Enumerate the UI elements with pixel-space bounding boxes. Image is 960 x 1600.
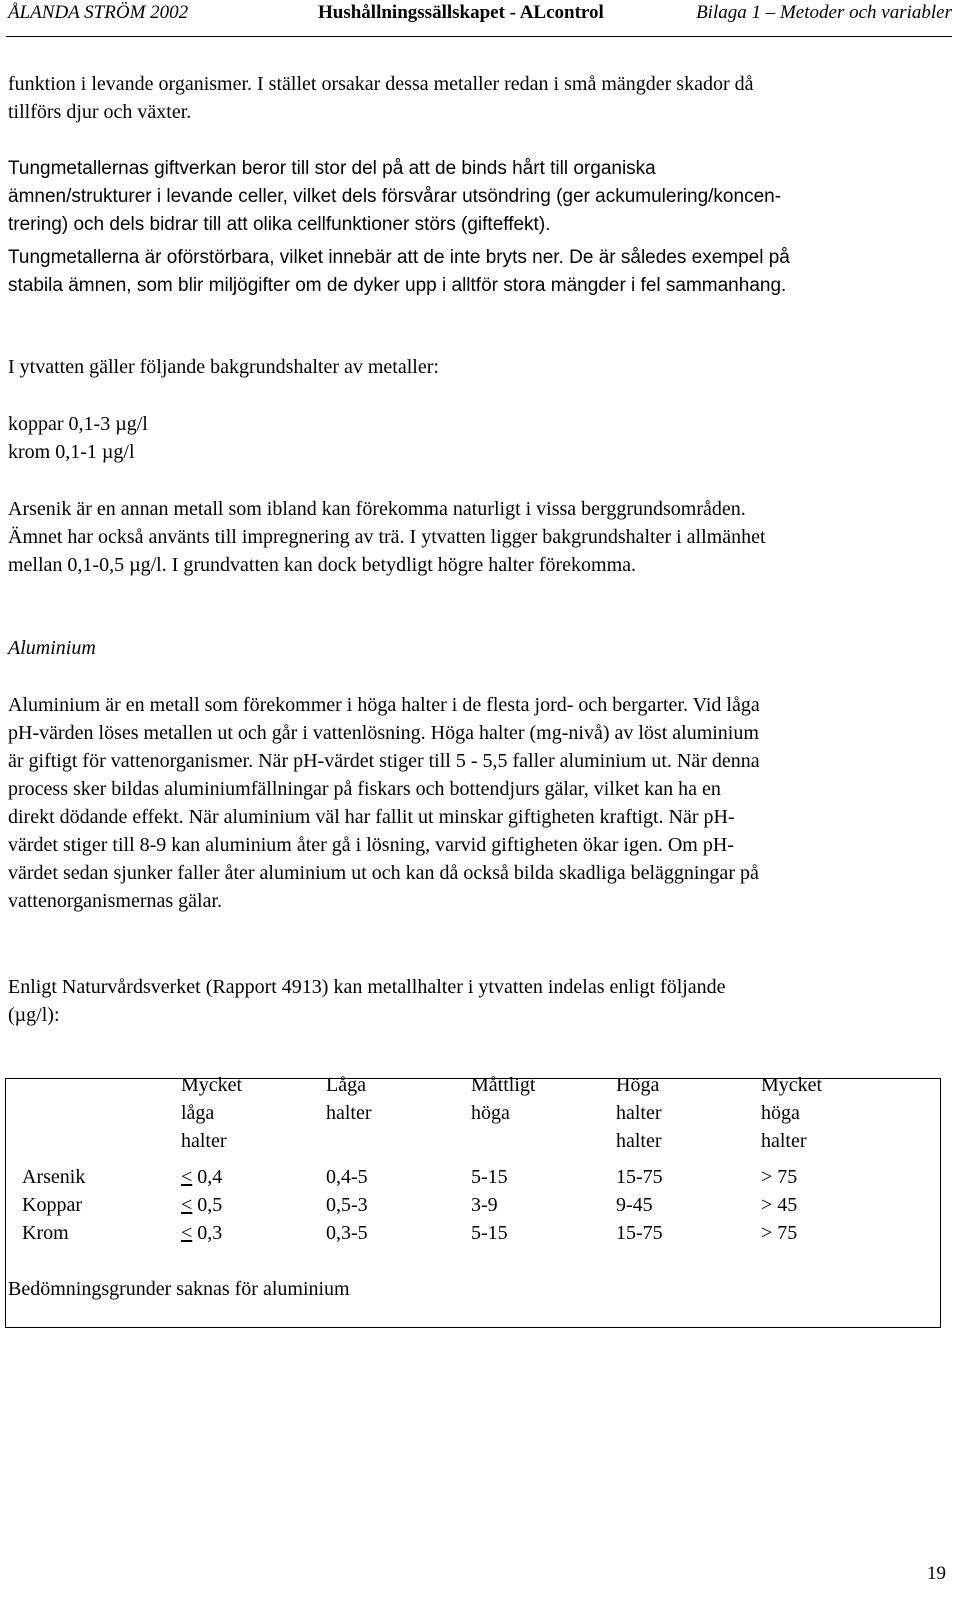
text-line: stabila ämnen, som blir miljögifter om de dyker upp i alltför stora mängder i fel sammanhang. [8, 275, 787, 296]
table-cell: > 45 [761, 1194, 798, 1216]
paragraph-7 [8, 973, 948, 1029]
header-left: ÅLANDA STRÖM 2002 [8, 2, 189, 23]
text-line: funktion i levande organismer. I stället orsakar dessa metaller redan i små mängder skador då [8, 73, 754, 95]
table-cell: < 0,4 [181, 1166, 223, 1188]
text-line: Arsenik är en annan metall som ibland kan förekomma naturligt i vissa berggrundsområden. [8, 498, 746, 520]
header-right: Bilaga 1 – Metoder och variabler [696, 2, 952, 23]
header-divider [6, 36, 952, 37]
text-line: pH-värden löses metallen ut och går i vattenlösning. Höga halter (mg-nivå) av löst aluminium [8, 722, 759, 744]
row-label-koppar: Koppar [22, 1194, 82, 1216]
background-levels-list [8, 410, 948, 466]
list-item: krom 0,1-1 µg/l [8, 441, 135, 463]
table-cell: 5-15 [471, 1222, 508, 1244]
col-header-moderate: Måttligt höga [471, 1074, 536, 1124]
table-cell: < 0,3 [181, 1222, 223, 1244]
text-line: process sker bildas aluminiumfällningar på fiskars och bottendjurs gälar, vilket kan ha en [8, 778, 721, 800]
section-title: Aluminium [8, 637, 96, 659]
row-label-arsenik: Arsenik [22, 1166, 86, 1188]
text-line: I ytvatten gäller följande bakgrundshalter av metaller: [8, 356, 439, 378]
text-line: Aluminium är en metall som förekommer i höga halter i de flesta jord- och bergarter. Vid låga [8, 694, 760, 716]
table-cell: 5-15 [471, 1166, 508, 1188]
col-header-very-high: Mycket höga halter [761, 1074, 823, 1152]
text-line: är giftigt för vattenorganismer. När pH-värdet stiger till 5 - 5,5 faller aluminium ut. När denna [8, 750, 760, 772]
list-item: koppar 0,1-3 µg/l [8, 413, 148, 435]
paragraph-4 [8, 353, 948, 381]
table-cell: 3-9 [471, 1194, 498, 1216]
table-cell: 0,4-5 [326, 1166, 368, 1188]
table-cell: 0,5-3 [326, 1194, 368, 1216]
table-cell: 9-45 [616, 1194, 653, 1216]
table-footnote: Bedömningsgrunder saknas för aluminium [8, 1278, 350, 1300]
page-header [8, 0, 952, 40]
paragraph-5 [8, 495, 948, 579]
table-cell: 15-75 [616, 1222, 663, 1244]
text-line: vattenorganismernas gälar. [8, 890, 223, 912]
paragraph-2 [8, 155, 948, 239]
table-cell: > 75 [761, 1166, 798, 1188]
text-line: Enligt Naturvårdsverket (Rapport 4913) kan metallhalter i ytvatten indelas enligt följande [8, 976, 726, 998]
text-line: tillförs djur och växter. [8, 101, 192, 123]
row-label-krom: Krom [22, 1222, 69, 1244]
col-header-low: Låga halter [326, 1074, 372, 1124]
text-line: Tungmetallerna är oförstörbara, vilket innebär att de inte bryts ner. De är således exempel på [8, 247, 790, 268]
text-line: värdet stiger till 8-9 kan aluminium åter gå i lösning, varvid giftigheten ökar igen. Om pH- [8, 834, 734, 856]
table-cell: > 75 [761, 1222, 798, 1244]
table-cell: < 0,5 [181, 1194, 223, 1216]
text-line: direkt dödande effekt. När aluminium väl har fallit ut minskar giftigheten kraftigt. När pH- [8, 806, 735, 828]
text-line: trering) och dels bidrar till att olika cellfunktioner störs (gifteffekt). [8, 214, 551, 235]
table-cell: 0,3-5 [326, 1222, 368, 1244]
metal-levels-table [5, 1074, 941, 1328]
table-cell: 15-75 [616, 1166, 663, 1188]
text-line: Tungmetallernas giftverkan beror till stor del på att de binds hårt till organiska [8, 158, 656, 179]
header-center: Hushållningssällskapet - ALcontrol [318, 2, 604, 23]
col-header-very-low: Mycket låga halter [181, 1074, 243, 1152]
page-number: 19 [927, 1563, 946, 1584]
paragraph-3 [8, 244, 948, 300]
text-line: värdet sedan sjunker faller åter aluminium ut och kan då också bilda skadliga beläggningar på [8, 862, 759, 884]
col-header-high: Höga halter halter [616, 1074, 662, 1152]
paragraph-6 [8, 691, 948, 915]
text-line: mellan 0,1-0,5 µg/l. I grundvatten kan dock betydligt högre halter förekomma. [8, 554, 637, 576]
text-line: Ämnet har också använts till impregnering av trä. I ytvatten ligger bakgrundshalter i allmänhet [8, 526, 766, 548]
paragraph-1 [8, 70, 948, 126]
section-heading [8, 634, 948, 662]
text-line: ämnen/strukturer i levande celler, vilket dels försvårar utsöndring (ger ackumulering/koncen- [8, 186, 782, 207]
text-line: (µg/l): [8, 1004, 60, 1026]
